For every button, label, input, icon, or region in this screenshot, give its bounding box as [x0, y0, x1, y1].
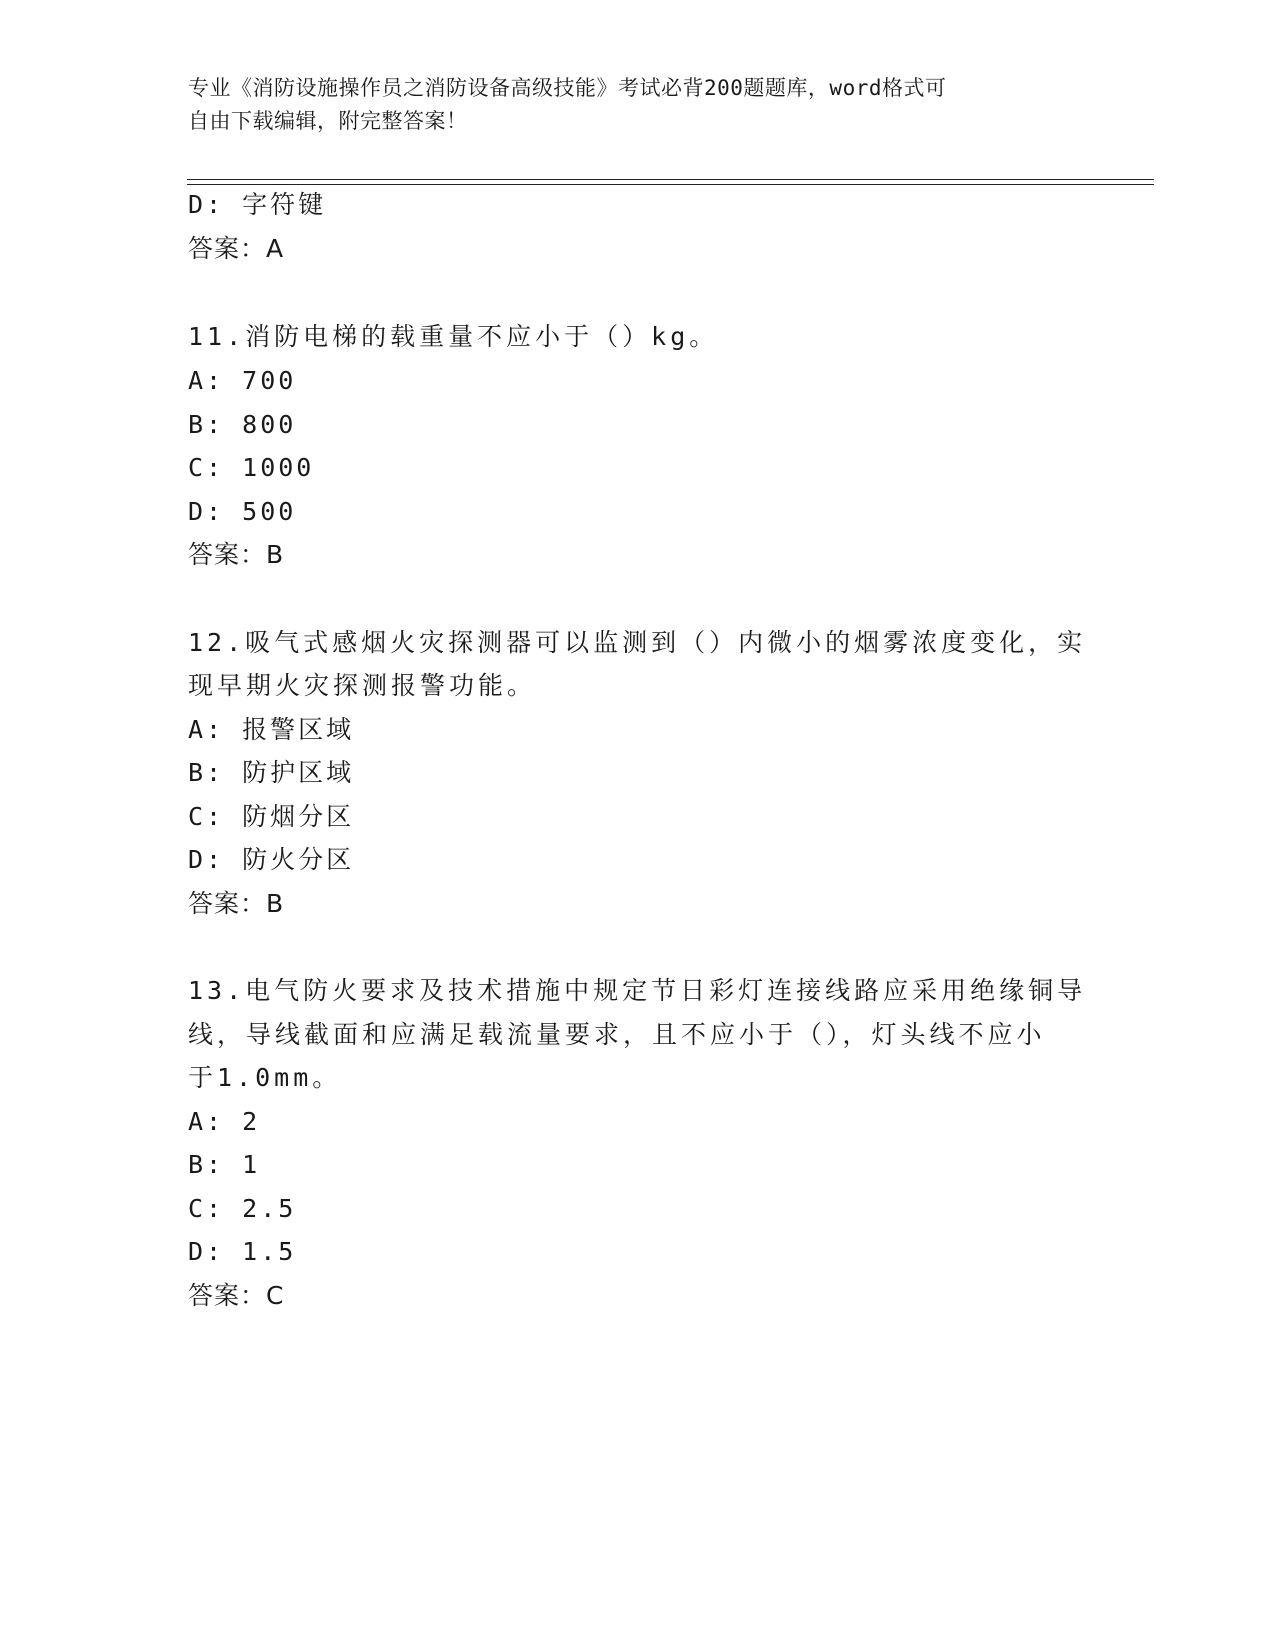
- q11-stem: 11.消防电梯的载重量不应小于（）kg。: [188, 322, 719, 351]
- q13-stem-line-2: 线，导线截面和应满足载流量要求，且不应小于（），灯头线不应小: [188, 1020, 1046, 1049]
- document-header: [188, 72, 1088, 138]
- prev-answer: 答案：A: [188, 234, 285, 263]
- q12-option-d: D: 防火分区: [188, 845, 355, 874]
- q13-stem-line-1: 13.电气防火要求及技术措施中规定节日彩灯连接线路应采用绝缘铜导: [188, 976, 1087, 1005]
- q11-option-d: D: 500: [188, 497, 297, 526]
- q13-option-c: C: 2.5: [188, 1194, 297, 1223]
- header-line-2: 自由下载编辑，附完整答案！: [188, 109, 468, 133]
- q13-stem-line-3: 于1.0mm。: [188, 1063, 342, 1092]
- q11-answer: 答案：B: [188, 540, 285, 569]
- q13-option-b: B: 1: [188, 1150, 261, 1179]
- q12-option-a: A: 报警区域: [188, 715, 355, 744]
- q13-answer: 答案：C: [188, 1281, 285, 1310]
- q12-stem-line-2: 现早期火灾探测报警功能。: [188, 671, 537, 700]
- q11-option-c: C: 1000: [188, 453, 315, 482]
- header-divider-bottom: [187, 184, 1154, 185]
- q13-option-a: A: 2: [188, 1107, 261, 1136]
- header-divider-top: [187, 179, 1154, 180]
- q12-answer: 答案：B: [188, 889, 285, 918]
- q12-option-b: B: 防护区域: [188, 758, 355, 787]
- q11-option-b: B: 800: [188, 410, 297, 439]
- prev-option-d: D: 字符键: [188, 190, 327, 219]
- q13-option-d: D: 1.5: [188, 1237, 297, 1266]
- q12-option-c: C: 防烟分区: [188, 802, 355, 831]
- header-line-1: 专业《消防设施操作员之消防设备高级技能》考试必背200题题库，word格式可: [188, 76, 947, 100]
- q12-stem-line-1: 12.吸气式感烟火灾探测器可以监测到（）内微小的烟雾浓度变化，实: [188, 628, 1087, 657]
- q11-option-a: A: 700: [188, 366, 297, 395]
